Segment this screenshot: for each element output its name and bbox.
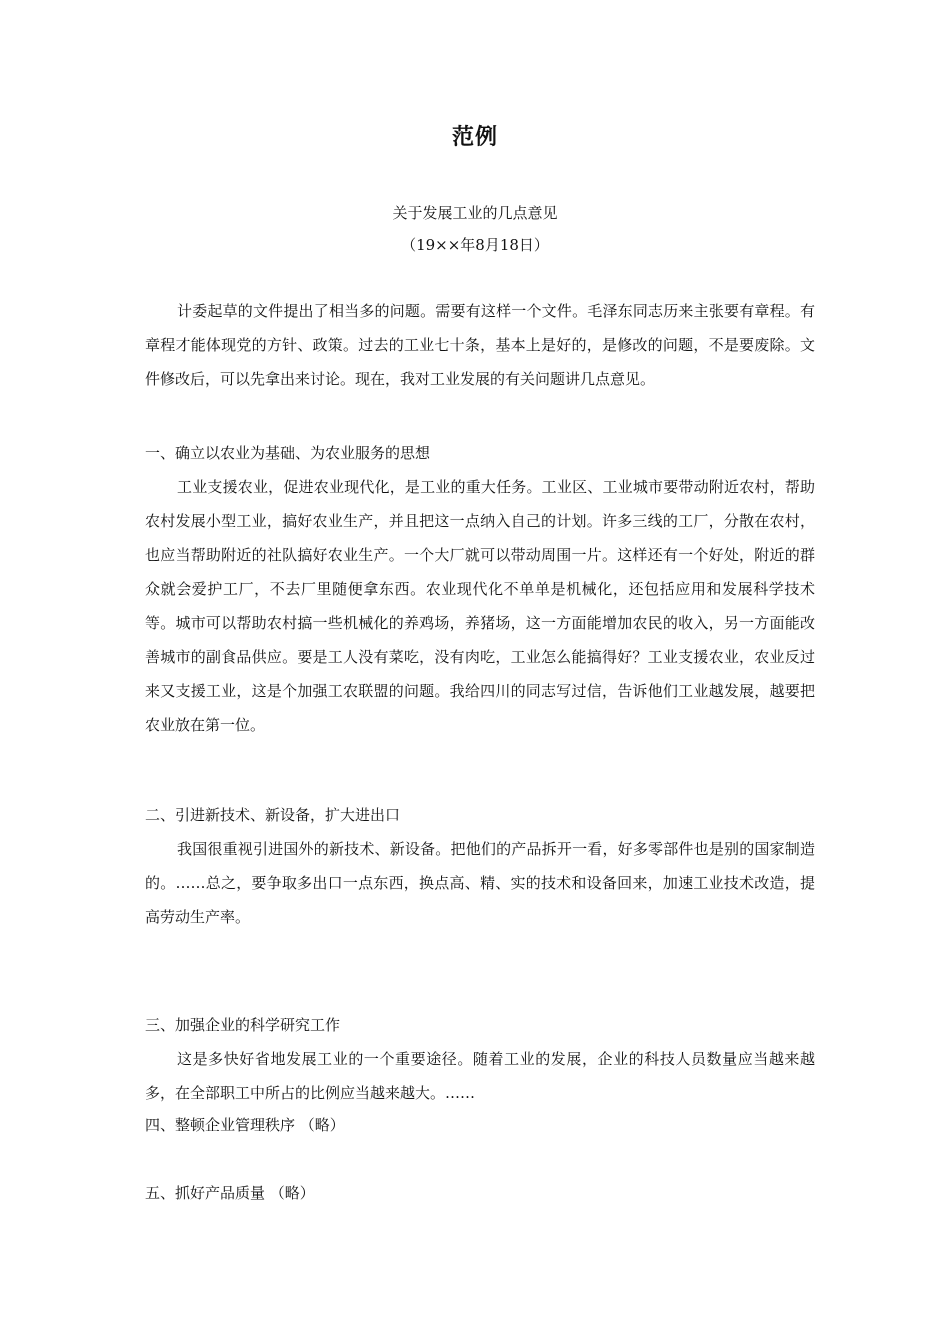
document-title: 关于发展工业的几点意见	[392, 204, 558, 222]
section-5	[145, 1176, 815, 1210]
section-heading: 五、抓好产品质量 （略）	[145, 1184, 315, 1202]
section-heading: 二、引进新技术、新设备，扩大进出口	[145, 806, 401, 824]
intro-block	[145, 294, 815, 396]
intro-paragraph: 计委起草的文件提出了相当多的问题。需要有这样一个文件。毛泽东同志历来主张要有章程。有章程才能体现党的方针、政策。过去的工业七十条，基本上是好的，是修改的问题，不是要废除。文件修改后，可以先拿出来讨论。现在，我对工业发展的有关问题讲几点意见。	[145, 302, 815, 388]
document-date: （19××年8月18日）	[401, 236, 549, 254]
section-paragraph: 我国很重视引进国外的新技术、新设备。把他们的产品拆开一看，好多零部件也是别的国家制造的。……总之，要争取多出口一点东西，换点高、精、实的技术和设备回来，加速工业技术改造，提高劳动生产率。	[145, 840, 815, 926]
section-heading: 一、确立以农业为基础、为农业服务的思想	[145, 444, 431, 462]
section-paragraph: 这是多快好省地发展工业的一个重要途径。随着工业的发展，企业的科技人员数量应当越来越多，在全部职工中所占的比例应当越来越大。……	[145, 1050, 815, 1102]
section-4	[145, 1108, 815, 1142]
section-3	[145, 1008, 815, 1110]
page-title: 范例	[451, 125, 498, 150]
section-heading: 三、加强企业的科学研究工作	[145, 1016, 341, 1034]
section-heading: 四、整顿企业管理秩序 （略）	[145, 1116, 345, 1134]
section-2	[145, 798, 815, 934]
section-paragraph: 工业支援农业，促进农业现代化，是工业的重大任务。工业区、工业城市要带动附近农村，帮助农村发展小型工业，搞好农业生产，并且把这一点纳入自己的计划。许多三线的工厂，分散在农村，也应当帮助附近的社队搞好农业生产。一个大厂就可以带动周围一片。这样还有一个好处，附近的群众就会爱护工厂，不去厂里随便拿东西。农业现代化不单单是机械化，还包括应用和发展科学技术等。城市可以帮助农村搞一些机械化的养鸡场，养猪场，这一方面能增加农民的收入，另一方面能改善城市的副食品供应。要是工人没有菜吃，没有肉吃，工业怎么能搞得好？工业支援农业，农业反过来又支援工业，这是个加强工农联盟的问题。我给四川的同志写过信，告诉他们工业越发展，越要把农业放在第一位。	[145, 478, 815, 734]
section-1	[145, 436, 815, 742]
